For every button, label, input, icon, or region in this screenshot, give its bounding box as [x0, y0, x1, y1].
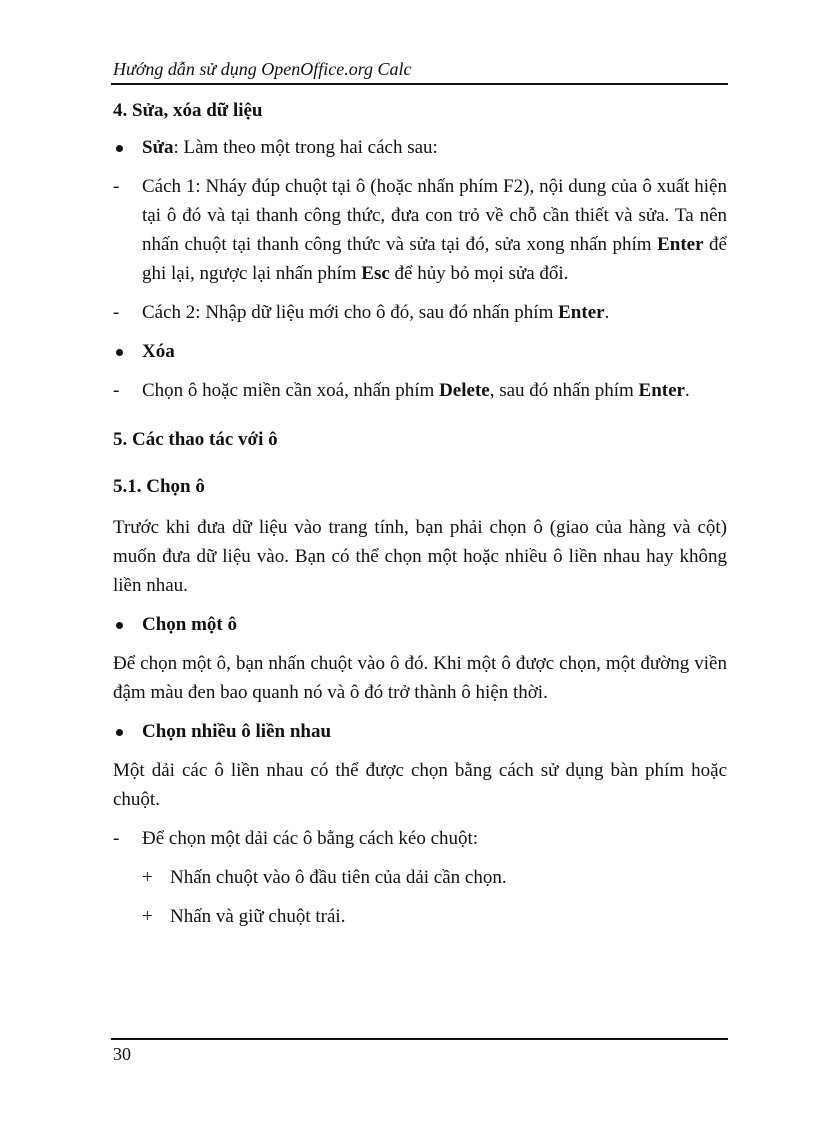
xoa-text-1: Chọn ô hoặc miền cần xoá, nhấn phím — [142, 380, 440, 401]
cach2-text-2: . — [604, 302, 610, 323]
bullet-xoa-label: Xóa — [142, 341, 175, 362]
cach1-key-esc: Esc — [361, 263, 390, 284]
sub-step — [113, 863, 727, 892]
section-5-1-intro: Trước khi đưa dữ liệu vào trang tính, bạn phải chọn ô (giao của hàng và cột) muốn đưa dữ liệu vào. Bạn có thể chọn một hoặc nhiều ô liền nhau hay không liền nhau. — [113, 517, 727, 596]
plus-marker: + — [142, 906, 153, 927]
cach1-key-enter: Enter — [657, 234, 704, 255]
dash-marker: - — [113, 302, 120, 323]
cach1-text-3: để hủy bỏ mọi sửa đổi. — [389, 263, 569, 284]
xoa-key-enter: Enter — [638, 380, 685, 401]
cach1-text-1: Cách 1: Nháy đúp chuột tại ô (hoặc nhấn phím F2), nội dung của ô xuất hiện tại ô đó và tại thanh công thức, đưa con trỏ về chỗ cần thiết và sửa. Ta nên nhấn chuột tại thanh công thức và sửa tại đó, sửa xong nhấn phím — [142, 176, 727, 255]
sub-step-text: Nhấn và giữ chuột trái. — [170, 906, 346, 927]
bullet-dot — [116, 729, 123, 736]
xoa-key-delete: Delete — [439, 380, 490, 401]
xoa-text-3: . — [684, 380, 690, 401]
dash-marker: - — [113, 380, 120, 401]
list-item-drag — [113, 824, 727, 853]
dash-marker: - — [113, 828, 120, 849]
bullet-sua-text: : Làm theo một trong hai cách sau: — [173, 137, 438, 158]
list-item-cach1 — [113, 172, 727, 288]
cach2-text-1: Cách 2: Nhập dữ liệu mới cho ô đó, sau đó nhấn phím — [142, 302, 559, 323]
bullet-sua — [113, 133, 727, 162]
page-number: 30 — [113, 1044, 131, 1064]
bullet-dot — [116, 145, 123, 152]
bullet-chon-mot-o-label: Chọn một ô — [142, 614, 238, 635]
xoa-text-2: , sau đó nhấn phím — [489, 380, 639, 401]
running-header: Hướng dẫn sử dụng OpenOffice.org Calc — [113, 59, 412, 79]
cach1-text-2: để ghi lại, ngược lại nhấn phím — [142, 234, 727, 284]
bullet-chon-mot-o — [113, 610, 727, 639]
bullet-dot — [116, 622, 123, 629]
plus-marker: + — [142, 867, 153, 888]
drag-text: Để chọn một dải các ô bằng cách kéo chuột: — [142, 828, 479, 849]
bullet-sua-label: Sửa — [142, 137, 174, 158]
chon-nhieu-o-text: Một dải các ô liền nhau có thể được chọn bằng cách sử dụng bàn phím hoặc chuột. — [113, 760, 727, 810]
bullet-chon-nhieu-o-label: Chọn nhiều ô liền nhau — [142, 721, 332, 742]
bullet-dot — [116, 349, 123, 356]
page-body — [113, 96, 727, 931]
header-rule — [111, 83, 728, 85]
section-5-heading: 5. Các thao tác với ô — [113, 429, 278, 450]
section-4-heading: 4. Sửa, xóa dữ liệu — [113, 100, 263, 121]
chon-mot-o-text: Để chọn một ô, bạn nhấn chuột vào ô đó. Khi một ô được chọn, một đường viền đậm màu đen bao quanh nó và ô đó trở thành ô hiện thời. — [113, 653, 727, 703]
sub-step-text: Nhấn chuột vào ô đầu tiên của dải cần chọn. — [170, 867, 507, 888]
list-item-xoa — [113, 376, 727, 405]
footer-rule — [111, 1038, 728, 1040]
section-5-1-heading: 5.1. Chọn ô — [113, 476, 205, 497]
sub-step — [113, 902, 727, 931]
dash-marker: - — [113, 176, 120, 197]
cach2-key-enter: Enter — [558, 302, 605, 323]
bullet-chon-nhieu-o — [113, 717, 727, 746]
bullet-xoa — [113, 337, 727, 366]
list-item-cach2 — [113, 298, 727, 327]
